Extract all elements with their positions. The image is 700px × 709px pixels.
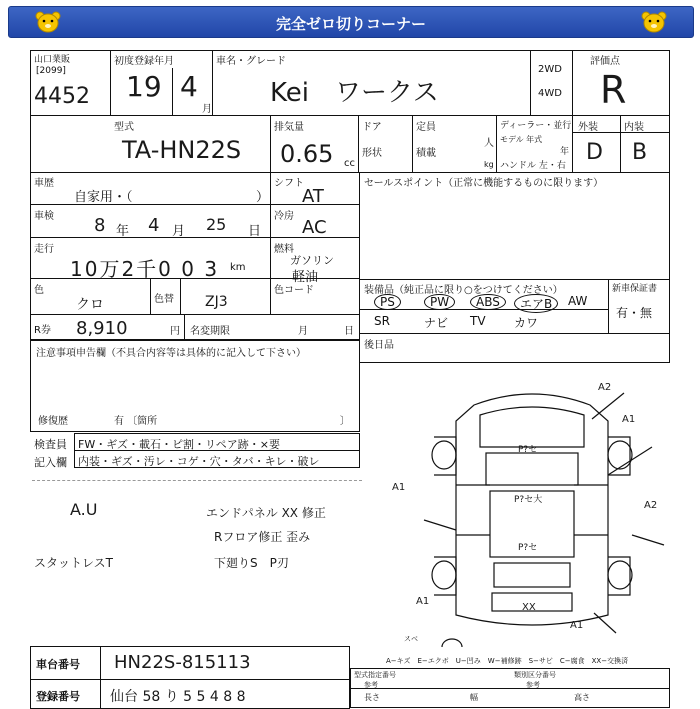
note-studless: スタットレスT: [34, 556, 113, 570]
equipment-label: 装備品（純正品に限り○をつけてください）: [364, 285, 563, 296]
auction-sheet: 山口業販 [2099] 4452 初度登録年月 19 4 月 車名・グレード Kei ワークス 2WD 4WD 評価点 R 型式 TA-HN22S 排気量 0.65 cc ドア 形状 定員 積載 人 kg ディーラー・並行 モデル 年式 年 ハンドル 左・右 外装 内装 D B 車歴 自家用・（ ） シフト AT 車検 8 年 4 月 25 日 冷房 AC 走行 10万2千0 0 3 km 燃料 ガソリン 軽油 色 クロ 色替 色コード ZJ3 R券 8,910 円 名変期限 月 日 セールスポイント（正常に機能するものに限ります） 装備品（純正品に限り○をつけてください） 新車保証書 有・無 PS PW ABS エアB AW SR ナビ TV カワ 後日品 注意事項申告欄（不具合内容等は具体的に記入して下さい） 修復歴 有 〔箇所 〕 検査員 FW・ギズ・載石・ピ割・リペア跡・×要 記入欄 内装・ギズ・汚レ・コゲ・穴・タバ・キレ・破レ A.U スタットレスT エンドパネル XX 修正 Rフロア修正 歪み 下廻りS P刃 A2 A1 A1 A2 A1 A1 P?セ P?セ大 P?セ XX スベ A−キズ E−エクボ U−凹み W−補修跡 S−サビ C−腐食 XX−交換済 車台番号 HN22S-815113 登録番号 仙台 58 り 5 5 4 8 8 型式指定番号 参考 類別区分番号 参考 長さ 幅 高さ: [30, 40, 670, 700]
fuel-gasoline: ガソリン: [290, 254, 334, 267]
equipment-item: ナビ: [424, 316, 449, 330]
new-warranty-label: 新車保証書: [612, 284, 658, 294]
grade-label: 評価点: [590, 56, 620, 67]
mileage-value: 10万2千0 0 3: [70, 257, 220, 281]
corner-banner: [8, 6, 694, 38]
equipment-item: エアB: [514, 294, 558, 313]
interior-grade: B: [632, 140, 648, 165]
first-reg-label: 初度登録年月: [114, 56, 174, 67]
model-code: TA-HN22S: [122, 136, 242, 164]
model-label: 車名・グレード: [216, 56, 286, 67]
displacement: 0.65: [280, 140, 334, 168]
registration-number: 仙台 58 り 5 5 4 8 8: [110, 689, 246, 705]
aircon-value: AC: [302, 217, 327, 238]
equipment-item: PS: [374, 294, 401, 310]
equipment-item: ABS: [470, 294, 506, 310]
exterior-grade: D: [586, 140, 603, 165]
note-underbody: 下廻りS P刃: [214, 556, 289, 570]
repair-history: 有 〔箇所: [114, 416, 158, 427]
color-value: クロ: [76, 297, 104, 313]
region-label: 山口業販: [34, 55, 71, 65]
equipment-item: カワ: [514, 316, 539, 330]
banner-title: 完全ゼロ切りコーナー: [275, 15, 426, 33]
shift-value: AT: [302, 186, 324, 207]
fuel-diesel: 軽油: [292, 270, 319, 285]
bear-mascot-icon: [641, 11, 667, 33]
model-name: Kei ワークス: [270, 78, 439, 108]
history-value: 自家用・（: [74, 190, 133, 205]
equipment-item: PW: [424, 294, 455, 310]
warranty-value: 有・無: [616, 306, 653, 320]
first-reg-year: 19: [126, 70, 162, 103]
note-endpanel: エンドパネル XX 修正: [206, 506, 326, 520]
color-code: ZJ3: [205, 294, 228, 310]
chassis-number: HN22S-815113: [114, 652, 251, 673]
after-items-box: [359, 333, 670, 363]
note-au: A.U: [70, 500, 98, 519]
drive-2wd: 2WD: [538, 64, 562, 75]
grade-value: R: [600, 68, 627, 112]
equipment-item: TV: [470, 314, 486, 328]
notes-label: 注意事項申告欄（不具合内容等は具体的に記入して下さい）: [36, 348, 306, 359]
first-reg-month: 4: [180, 70, 198, 103]
inspector-row2: 内装・ギズ・汚レ・コゲ・穴・タバ・キレ・破レ: [78, 455, 320, 468]
equipment-item: SR: [374, 314, 390, 328]
recycle-amount: 8,910: [76, 318, 128, 339]
sales-point-label: セールスポイント（正常に機能するものに限ります）: [364, 178, 604, 189]
lot-number: 4452: [34, 84, 90, 109]
equipment-item: AW: [568, 294, 588, 308]
note-rfloor: Rフロア修正 歪み: [214, 530, 311, 544]
damage-legend: A−キズ E−エクボ U−凹み W−補修跡 S−サビ C−腐食 XX−交換済: [386, 657, 629, 665]
inspector-row1: FW・ギズ・載石・ピ割・リペア跡・×要: [78, 438, 280, 451]
region-code: [2099]: [36, 66, 66, 76]
drive-4wd: 4WD: [538, 88, 562, 99]
